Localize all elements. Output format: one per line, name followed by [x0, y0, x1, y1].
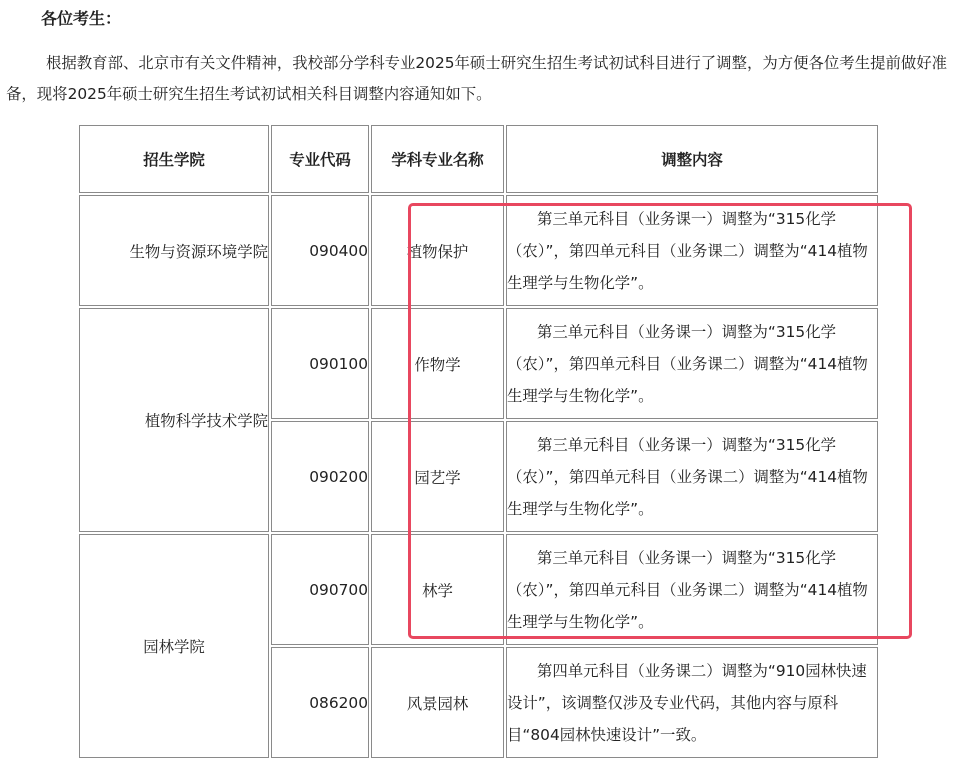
content-text: 第三单元科目（业务课一）调整为“315化学（农）”，第四单元科目（业务课二）调整为“414植物生理学与生物化学”。 [507, 548, 868, 631]
greeting: 各位考生： [41, 9, 122, 28]
content-cell [506, 421, 878, 532]
content-text: 第四单元科目（业务课二）调整为“910园林快速设计”，该调整仅涉及专业代码，其他内容与原科目“804园林快速设计”一致。 [507, 661, 867, 744]
content-cell [506, 308, 878, 419]
header-code: 专业代码 [271, 125, 369, 193]
header-content: 调整内容 [506, 125, 878, 193]
content-cell [506, 534, 878, 645]
major-name-cell: 风景园林 [371, 647, 504, 758]
adjustment-table [77, 123, 880, 760]
table-row [79, 195, 878, 306]
table-row [79, 534, 878, 645]
content-text: 第三单元科目（业务课一）调整为“315化学（农）”，第四单元科目（业务课二）调整为“414植物生理学与生物化学”。 [507, 435, 868, 518]
table-row [79, 308, 878, 419]
college-cell: 生物与资源环境学院 [79, 195, 269, 306]
header-major-name: 学科专业名称 [371, 125, 504, 193]
content-cell [506, 647, 878, 758]
header-college: 招生学院 [79, 125, 269, 193]
code-cell: 090700 [271, 534, 369, 645]
intro-paragraph: 根据教育部、北京市有关文件精神，我校部分学科专业2025年硕士研究生招生考试初试科目进行了调整，为方便各位考生提前做好准备，现将2025年硕士研究生招生考试初试相关科目调整内容通知如下。 [6, 54, 948, 103]
code-cell: 090100 [271, 308, 369, 419]
content-text: 第三单元科目（业务课一）调整为“315化学（农）”，第四单元科目（业务课二）调整为“414植物生理学与生物化学”。 [507, 322, 868, 405]
major-name-cell: 园艺学 [371, 421, 504, 532]
college-cell: 植物科学技术学院 [79, 308, 269, 532]
code-cell: 090400 [271, 195, 369, 306]
major-name-cell: 作物学 [371, 308, 504, 419]
content-text: 第三单元科目（业务课一）调整为“315化学（农）”，第四单元科目（业务课二）调整为“414植物生理学与生物化学”。 [507, 209, 868, 292]
table-header-row [79, 125, 878, 193]
code-cell: 090200 [271, 421, 369, 532]
major-name-cell: 植物保护 [371, 195, 504, 306]
code-cell: 086200 [271, 647, 369, 758]
content-cell [506, 195, 878, 306]
college-cell: 园林学院 [79, 534, 269, 758]
major-name-cell: 林学 [371, 534, 504, 645]
